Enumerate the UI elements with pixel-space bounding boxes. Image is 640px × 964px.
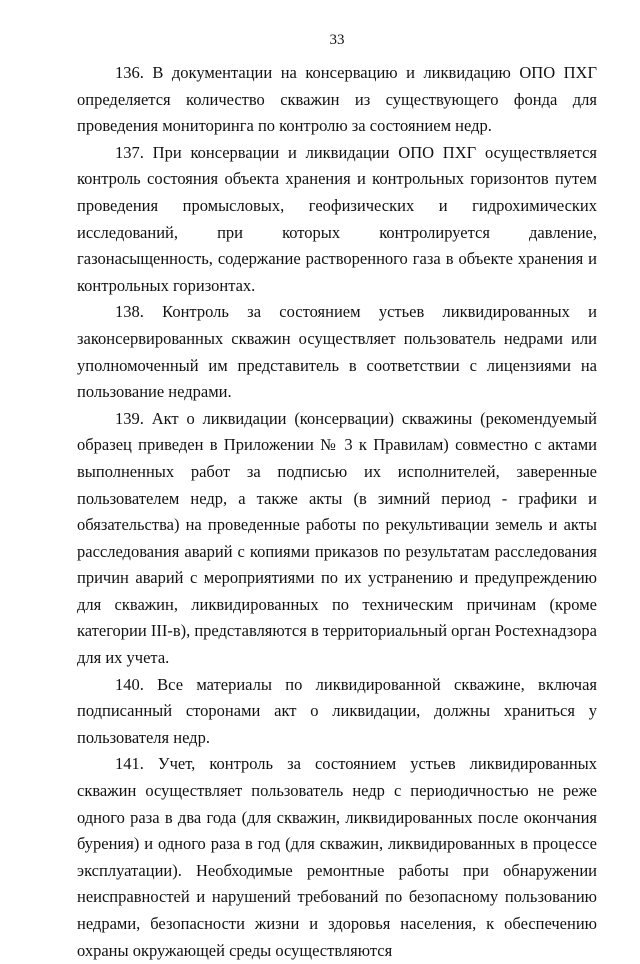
paragraph-136: 136. В документации на консервацию и ликвидацию ОПО ПХГ определяется количество скважин из существующего фонда для проведения мониторинга по контролю за состоянием недр. bbox=[77, 63, 597, 136]
paragraph-141: 141. Учет, контроль за состоянием устьев ликвидированных скважин осуществляет пользователь недр с периодичностью не реже одного раза в два года (для скважин, ликвидированных после окончания бурения) и одного раза в год (для скважин, ликвидированных в процессе эксплуатации). Необходимые ремонтные работы при обнаружении неисправностей и нарушений требований по безопасному пользованию недрами, безопасности жизни и здоровья населения, к обеспечению охраны окружающей среды осуществляются bbox=[77, 754, 597, 960]
document-body bbox=[77, 60, 597, 964]
paragraph-137: 137. При консервации и ликвидации ОПО ПХГ осуществляется контроль состояния объекта хранения и контрольных горизонтов путем проведения промысловых, геофизических и гидрохимических исследований, при которых контролируется давление, газонасыщенность, содержание растворенного газа в объекте хранения и контрольных горизонтах. bbox=[77, 142, 597, 295]
paragraph-139: 139. Акт о ликвидации (консервации) скважины (рекомендуемый образец приведен в Приложении № 3 к Правилам) совместно с актами выполненных работ за подписью их исполнителей, заверенные пользователем недр, а также акты (в зимний период - графики и обязательства) на проведенные работы по рекультивации земель и акты расследования аварий с копиями приказов по результатам расследования причин аварий с мероприятиями по их устранению и предупреждению для скважин, ликвидированных по техническим причинам (кроме категории III-в), представляются в территориальный орган Ростехнадзора для их учета. bbox=[77, 408, 598, 668]
paragraph-140: 140. Все материалы по ликвидированной скважине, включая подписанный сторонами акт о ликвидации, должны храниться у пользователя недр. bbox=[77, 674, 597, 747]
paragraph-138: 138. Контроль за состоянием устьев ликвидированных и законсервированных скважин осуществляет пользователь недрами или уполномоченный им представитель в соответствии с лицензиями на пользование недрами. bbox=[77, 302, 597, 402]
page-number: 33 bbox=[329, 32, 345, 48]
document-page bbox=[77, 0, 598, 960]
